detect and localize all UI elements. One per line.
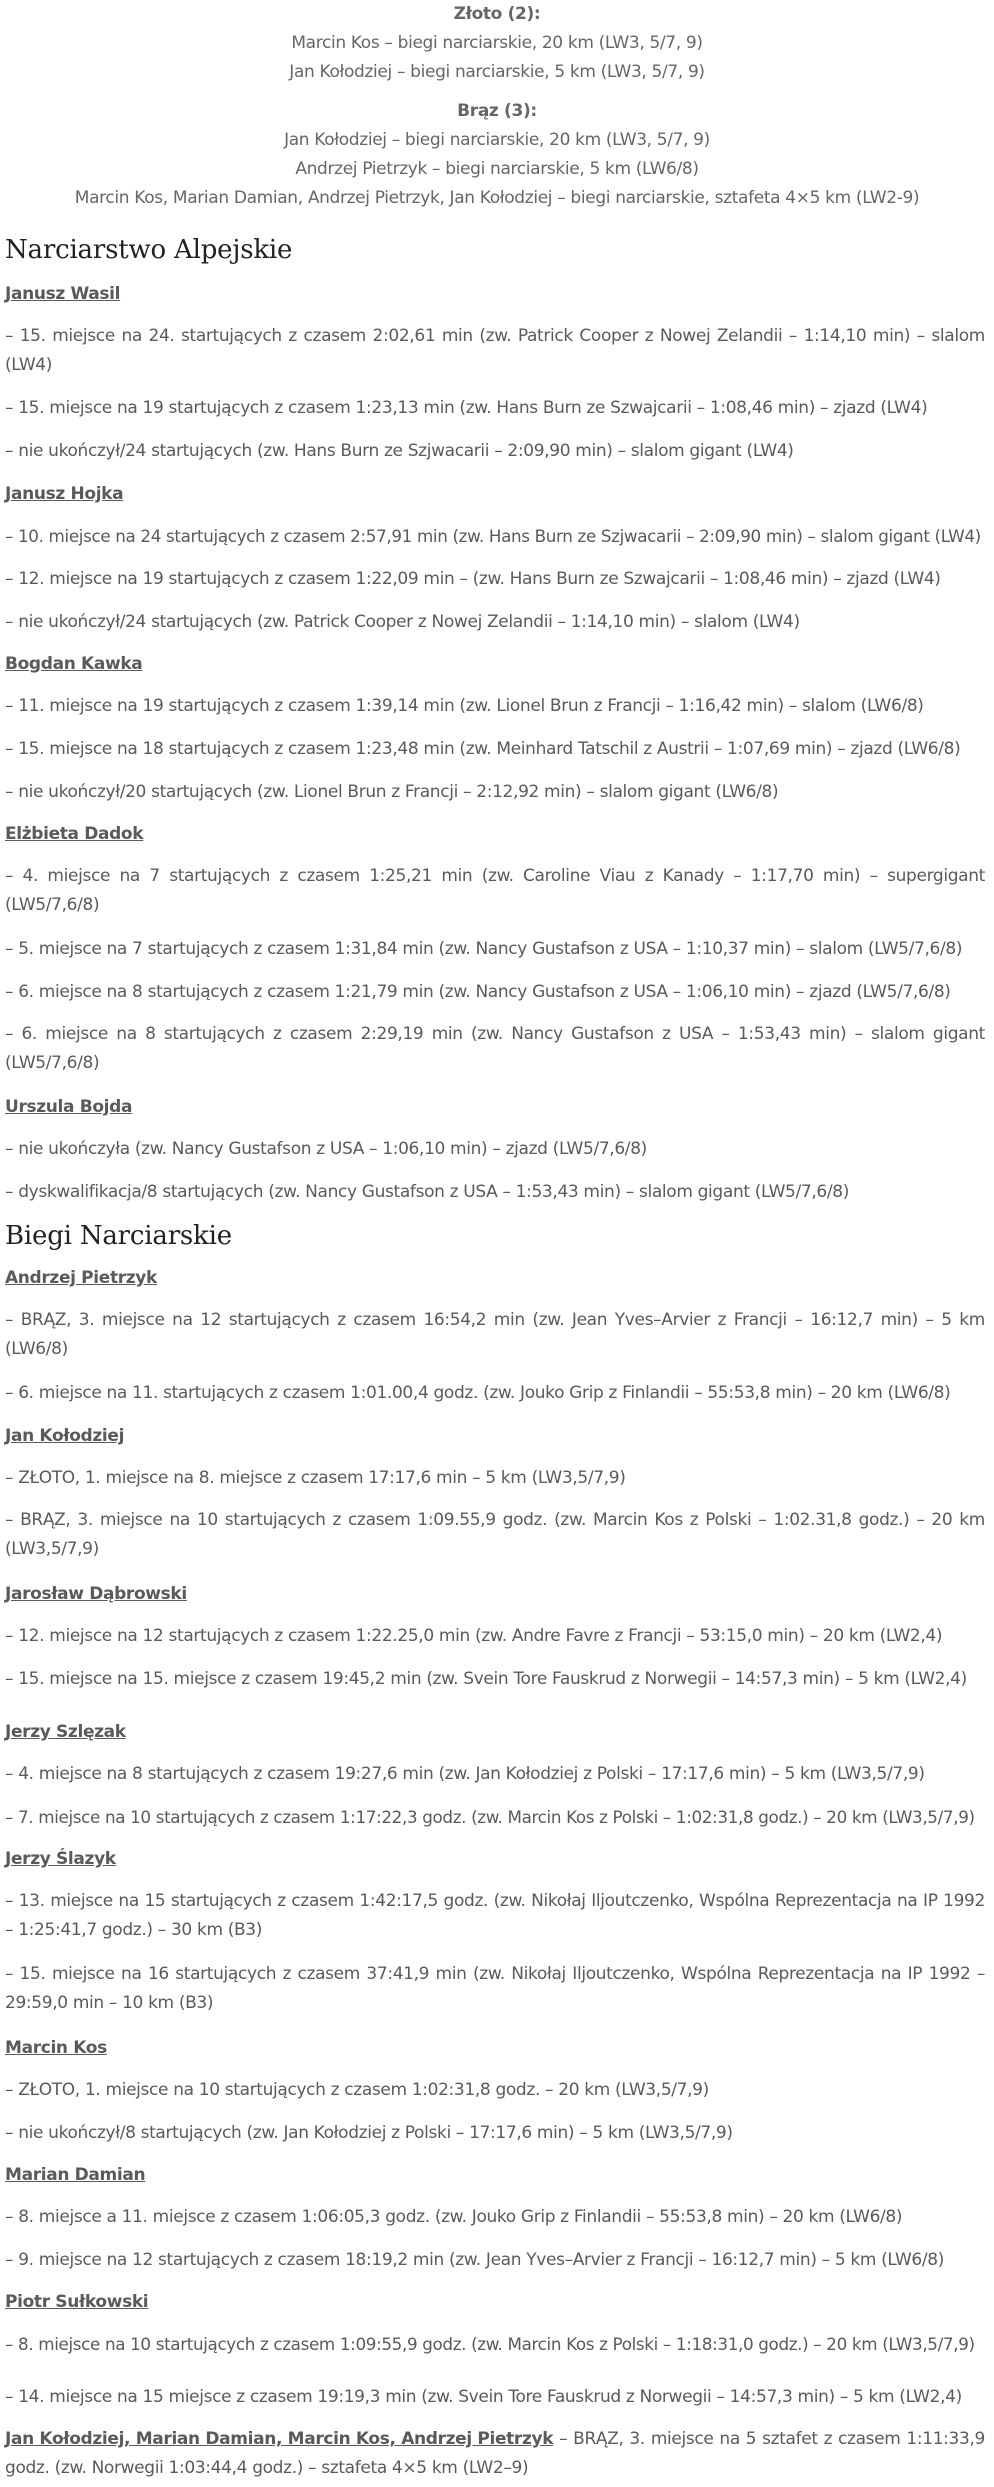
athlete-name: [0, 2034, 107, 2063]
result-line: – 15. miejsce na 18 startujących z czasem 1:23,48 min (zw. Meinhard Tatschil z Austrii – 1:07,69 min) – zjazd (LW6/8): [5, 739, 961, 759]
result-line: – BRĄZ, 3. miejsce na 12 startujących z czasem 16:54,2 min (zw. Jean Yves–Arvier z Francji – 16:12,7 min) – 5 km (LW6/8): [5, 1310, 985, 1359]
athlete-link-jerzy-szlezak[interactable]: Jerzy Szlęzak: [5, 1722, 126, 1742]
result-line: – 6. miejsce na 8 startujących z czasem 2:29,19 min (zw. Nancy Gustafson z USA – 1:53,43 min) – slalom gigant (LW5/7,6/8): [5, 1024, 985, 1073]
athlete-link-janusz-hojka[interactable]: Janusz Hojka: [5, 484, 124, 504]
athlete-name: [0, 1718, 126, 1747]
athlete-name: [0, 650, 142, 679]
athlete-link-janusz-wasil[interactable]: Janusz Wasil: [5, 284, 121, 304]
athlete-name: [0, 480, 123, 509]
athlete-link-jan-kolodziej[interactable]: Jan Kołodziej: [5, 1426, 125, 1446]
athlete-link-jerzy-slazyk[interactable]: Jerzy Ślazyk: [5, 1849, 116, 1869]
result-line: – 12. miejsce na 19 startujących z czasem 1:22,09 min – (zw. Hans Burn ze Szwajcarii – 1:08,46 min) – zjazd (LW4): [5, 569, 941, 589]
result-line: – 7. miejsce na 10 startujących z czasem 1:17:22,3 godz. (zw. Marcin Kos z Polski – 1:02:31,8 godz.) – 20 km (LW3,5/7,9): [5, 1807, 975, 1827]
athlete-link-marcin-kos[interactable]: Marcin Kos: [5, 2038, 107, 2058]
result-line: – 15. miejsce na 19 startujących z czasem 1:23,13 min (zw. Hans Burn ze Szwajcarii – 1:08,46 min) – zjazd (LW4): [5, 398, 928, 418]
athlete-name: [0, 2161, 145, 2190]
result-line: – 11. miejsce na 19 startujących z czasem 1:39,14 min (zw. Lionel Brun z Francji – 1:16,42 min) – slalom (LW6/8): [5, 696, 924, 716]
result-line: – nie ukończył/8 startujących (zw. Jan Kołodziej z Polski – 17:17,6 min) – 5 km (LW3,5/7,9): [5, 2123, 733, 2143]
athlete-link-elzbieta-dadok[interactable]: Elżbieta Dadok: [5, 824, 144, 844]
gold-line-1: Marcin Kos – biegi narciarskie, 20 km (LW3, 5/7, 9): [291, 33, 703, 53]
athlete-link-bogdan-kawka[interactable]: Bogdan Kawka: [5, 654, 143, 674]
result-line: – ZŁOTO, 1. miejsce na 8. miejsce z czasem 17:17,6 min – 5 km (LW3,5/7,9): [5, 1468, 626, 1488]
result-line: – nie ukończył/24 startujących (zw. Patrick Cooper z Nowej Zelandii – 1:14,10 min) – slalom (LW4): [5, 612, 800, 632]
result-line: – dyskwalifikacja/8 startujących (zw. Nancy Gustafson z USA – 1:53,43 min) – slalom gigant (LW5/7,6/8): [5, 1182, 849, 1202]
athlete-name: [0, 1093, 132, 1122]
relay-result-text: – BRĄZ, 3. miejsce na 5 sztafet z czasem 1:11:33,9 godz. (zw. Norwegii 1:03:44,4 godz.) – sztafeta 4×5 km (LW2–9): [5, 2429, 985, 2478]
result-line: – nie ukończyła (zw. Nancy Gustafson z USA – 1:06,10 min) – zjazd (LW5/7,6/8): [5, 1139, 647, 1159]
result-line: – 14. miejsce na 15 miejsce z czasem 19:19,3 min (zw. Svein Tore Fauskrud z Norwegii – 14:57,3 min) – 5 km (LW2,4): [5, 2387, 962, 2407]
bronze-line-2: Andrzej Pietrzyk – biegi narciarskie, 5 km (LW6/8): [295, 159, 699, 179]
result-line: – 4. miejsce na 8 startujących z czasem 19:27,6 min (zw. Jan Kołodziej z Polski – 17:17,6 min) – 5 km (LW3,5/7,9): [5, 1764, 925, 1784]
athlete-name: [0, 280, 120, 309]
athlete-link-urszula-bojda[interactable]: Urszula Bojda: [5, 1097, 133, 1117]
athlete-link-marian-damian[interactable]: Marian Damian: [5, 2165, 146, 2185]
athlete-name: [0, 2288, 148, 2317]
section-heading-alpine: Narciarstwo Alpejskie: [5, 235, 293, 265]
relay-result: [5, 2425, 985, 2483]
result-line: – 6. miejsce na 8 startujących z czasem 1:21,79 min (zw. Nancy Gustafson z USA – 1:06,10 min) – zjazd (LW5/7,6/8): [5, 982, 951, 1002]
result-line: – 9. miejsce na 12 startujących z czasem 18:19,2 min (zw. Jean Yves–Arvier z Francji – 16:12,7 min) – 5 km (LW6/8): [5, 2250, 945, 2270]
bronze-line-3: Marcin Kos, Marian Damian, Andrzej Pietrzyk, Jan Kołodziej – biegi narciarskie, sztafeta 4×5 km (LW2-9): [74, 188, 920, 208]
result-line: – 8. miejsce na 10 startujących z czasem 1:09:55,9 godz. (zw. Marcin Kos z Polski – 1:18:31,0 godz.) – 20 km (LW3,5/7,9): [5, 2334, 975, 2354]
result-line: – 8. miejsce a 11. miejsce z czasem 1:06:05,3 godz. (zw. Jouko Grip z Finlandii – 55:53,8 min) – 20 km (LW6/8): [5, 2207, 903, 2227]
bronze-title: Brąz (3):: [457, 101, 537, 121]
athlete-name: [0, 1422, 124, 1451]
result-line: – 13. miejsce na 15 startujących z czasem 1:42:17,5 godz. (zw. Nikołaj Iljoutczenko, Wspólna Reprezentacja na IP 1992 – 1:25:41,7 godz.) – 30 km (B3): [5, 1891, 985, 1940]
result-line: – 15. miejsce na 16 startujących z czasem 37:41,9 min (zw. Nikołaj Iljoutczenko, Wspólna Reprezentacja na IP 1992 – 29:59,0 min – 10 km (B3): [5, 1964, 985, 2013]
medals-summary: [0, 0, 994, 213]
athlete-name: [0, 820, 143, 849]
athlete-name: [0, 1264, 157, 1293]
result-line: – 15. miejsce na 15. miejsce z czasem 19:45,2 min (zw. Svein Tore Fauskrud z Norwegii – 14:57,3 min) – 5 km (LW2,4): [5, 1669, 967, 1689]
athlete-name: [0, 1845, 116, 1874]
athlete-name: [0, 1580, 187, 1609]
athlete-link-piotr-sulkowski[interactable]: Piotr Sułkowski: [5, 2292, 149, 2312]
result-line: – 10. miejsce na 24 startujących z czasem 2:57,91 min (zw. Hans Burn ze Szjwacarii – 2:09,90 min) – slalom gigant (LW4): [5, 526, 981, 546]
result-line: – 12. miejsce na 12 startujących z czasem 1:22.25,0 min (zw. Andre Favre z Francji – 53:15,0 min) – 20 km (LW2,4): [5, 1626, 943, 1646]
athlete-link-andrzej-pietrzyk[interactable]: Andrzej Pietrzyk: [5, 1268, 157, 1288]
gold-title: Złoto (2):: [453, 4, 541, 24]
athlete-link-jaroslaw-dabrowski[interactable]: Jarosław Dąbrowski: [5, 1584, 187, 1604]
result-line: – nie ukończył/24 startujących (zw. Hans Burn ze Szjwacarii – 2:09,90 min) – slalom gigant (LW4): [5, 441, 794, 461]
gold-line-2: Jan Kołodziej – biegi narciarskie, 5 km (LW3, 5/7, 9): [289, 62, 705, 82]
result-line: – 4. miejsce na 7 startujących z czasem 1:25,21 min (zw. Caroline Viau z Kanady – 1:17,70 min) – supergigant (LW5/7,6/8): [5, 866, 985, 915]
bronze-line-1: Jan Kołodziej – biegi narciarskie, 20 km (LW3, 5/7, 9): [284, 130, 710, 150]
result-line: – BRĄZ, 3. miejsce na 10 startujących z czasem 1:09.55,9 godz. (zw. Marcin Kos z Polski – 1:02.31,8 godz.) – 20 km (LW3,5/7,9): [5, 1510, 985, 1559]
result-line: – 15. miejsce na 24. startujących z czasem 2:02,61 min (zw. Patrick Cooper z Nowej Zelandii – 1:14,10 min) – slalom (LW4): [5, 326, 985, 375]
result-line: – 5. miejsce na 7 startujących z czasem 1:31,84 min (zw. Nancy Gustafson z USA – 1:10,37 min) – slalom (LW5/7,6/8): [5, 939, 963, 959]
section-heading-nordic: Biegi Narciarskie: [5, 1221, 232, 1251]
result-line: – ZŁOTO, 1. miejsce na 10 startujących z czasem 1:02:31,8 godz. – 20 km (LW3,5/7,9): [5, 2080, 709, 2100]
relay-team-link[interactable]: Jan Kołodziej, Marian Damian, Marcin Kos, Andrzej Pietrzyk: [5, 2429, 554, 2449]
result-line: – 6. miejsce na 11. startujących z czasem 1:01.00,4 godz. (zw. Jouko Grip z Finlandii – 55:53,8 min) – 20 km (LW6/8): [5, 1383, 951, 1403]
result-line: – nie ukończył/20 startujących (zw. Lionel Brun z Francji – 2:12,92 min) – slalom gigant (LW6/8): [5, 782, 779, 802]
